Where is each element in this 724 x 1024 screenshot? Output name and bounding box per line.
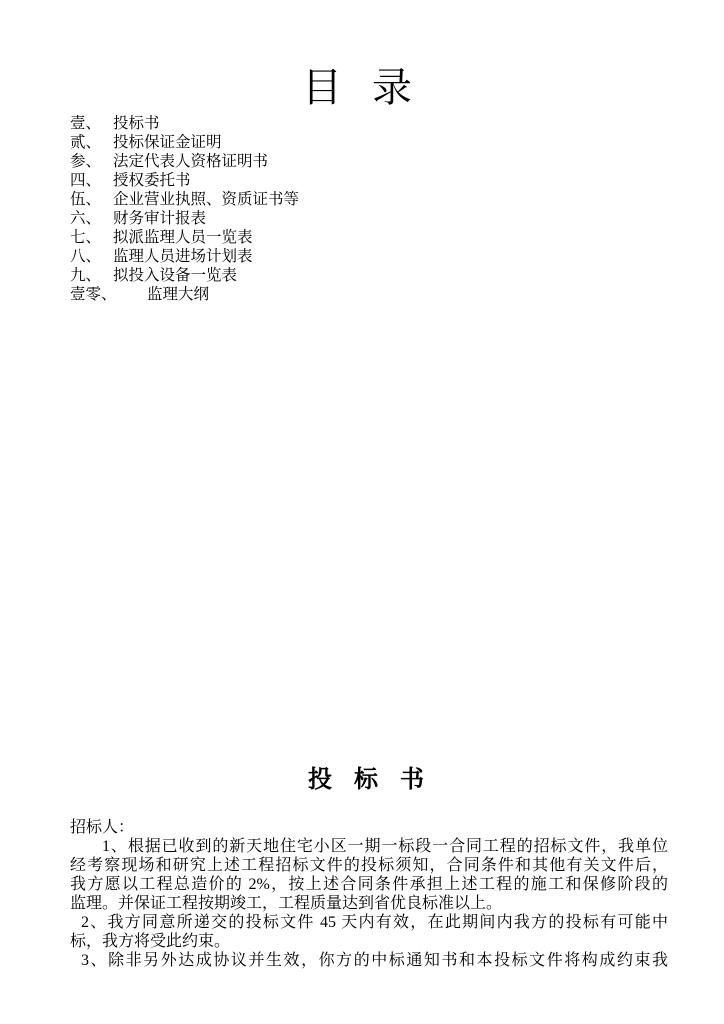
toc-item [70,152,299,171]
toc-item-number: 八、 [70,248,102,265]
paragraph-line: 标，我方将受此约束。 [70,933,231,950]
toc-item-label: 拟投入设备一览表 [113,267,238,284]
toc-item-number: 壹、 [70,115,102,132]
toc-item-label: 投标书 [113,115,160,132]
toc-item [70,133,299,152]
paragraph-line: 监理。并保证工程按期竣工，工程质量达到省优良标准以上。 [70,895,503,912]
toc-item [70,247,299,266]
paragraph-line: 2、我方同意所递交的投标文件 45 天内有效，在此期间内我方的投标有可能中 [81,914,668,931]
toc-item-number: 贰、 [70,134,102,151]
toc-item-label: 法定代表人资格证明书 [113,153,269,170]
toc-title: 目 录 [302,65,422,110]
toc-item-label: 拟派监理人员一览表 [113,229,253,246]
paragraph-line: 经考察现场和研究上述工程招标文件的投标须知，合同条件和其他有关文件后， [70,857,668,874]
toc-item-label: 企业营业执照、资质证书等 [113,191,300,208]
toc-item-number: 六、 [70,210,102,227]
toc-item-number: 壹零、 [70,286,117,303]
paragraph-line: 3、除非另外达成协议并生效，你方的中标通知书和本投标文件将构成约束我 [81,952,668,969]
toc-item [70,171,299,190]
bid-title: 投 标 书 [308,767,432,793]
toc-item-label: 监理人员进场计划表 [113,248,253,265]
toc-item-number: 参、 [70,153,102,170]
toc-item [70,266,299,285]
toc-item-label: 投标保证金证明 [113,134,222,151]
addressee-line: 招标人： [70,819,135,836]
bid-body [70,818,668,970]
table-of-contents [70,114,299,304]
toc-item-label: 监理大纲 [147,286,210,303]
toc-item-number: 九、 [70,267,102,284]
toc-item [70,190,299,209]
toc-item-label: 授权委托书 [113,172,191,189]
toc-item-number: 四、 [70,172,102,189]
toc-item-label: 财务审计报表 [113,210,207,227]
toc-item-number: 七、 [70,229,102,246]
toc-item-number: 伍、 [70,191,102,208]
paragraph-line: 我方愿以工程总造价的 2%，按上述合同条件承担上述工程的施工和保修阶段的 [70,876,668,893]
toc-item [70,114,299,133]
toc-item [70,228,299,247]
toc-item [70,285,299,304]
toc-item [70,209,299,228]
paragraph-line: 1、根据已收到的新天地住宅小区一期一标段一合同工程的招标文件，我单位 [102,838,668,855]
